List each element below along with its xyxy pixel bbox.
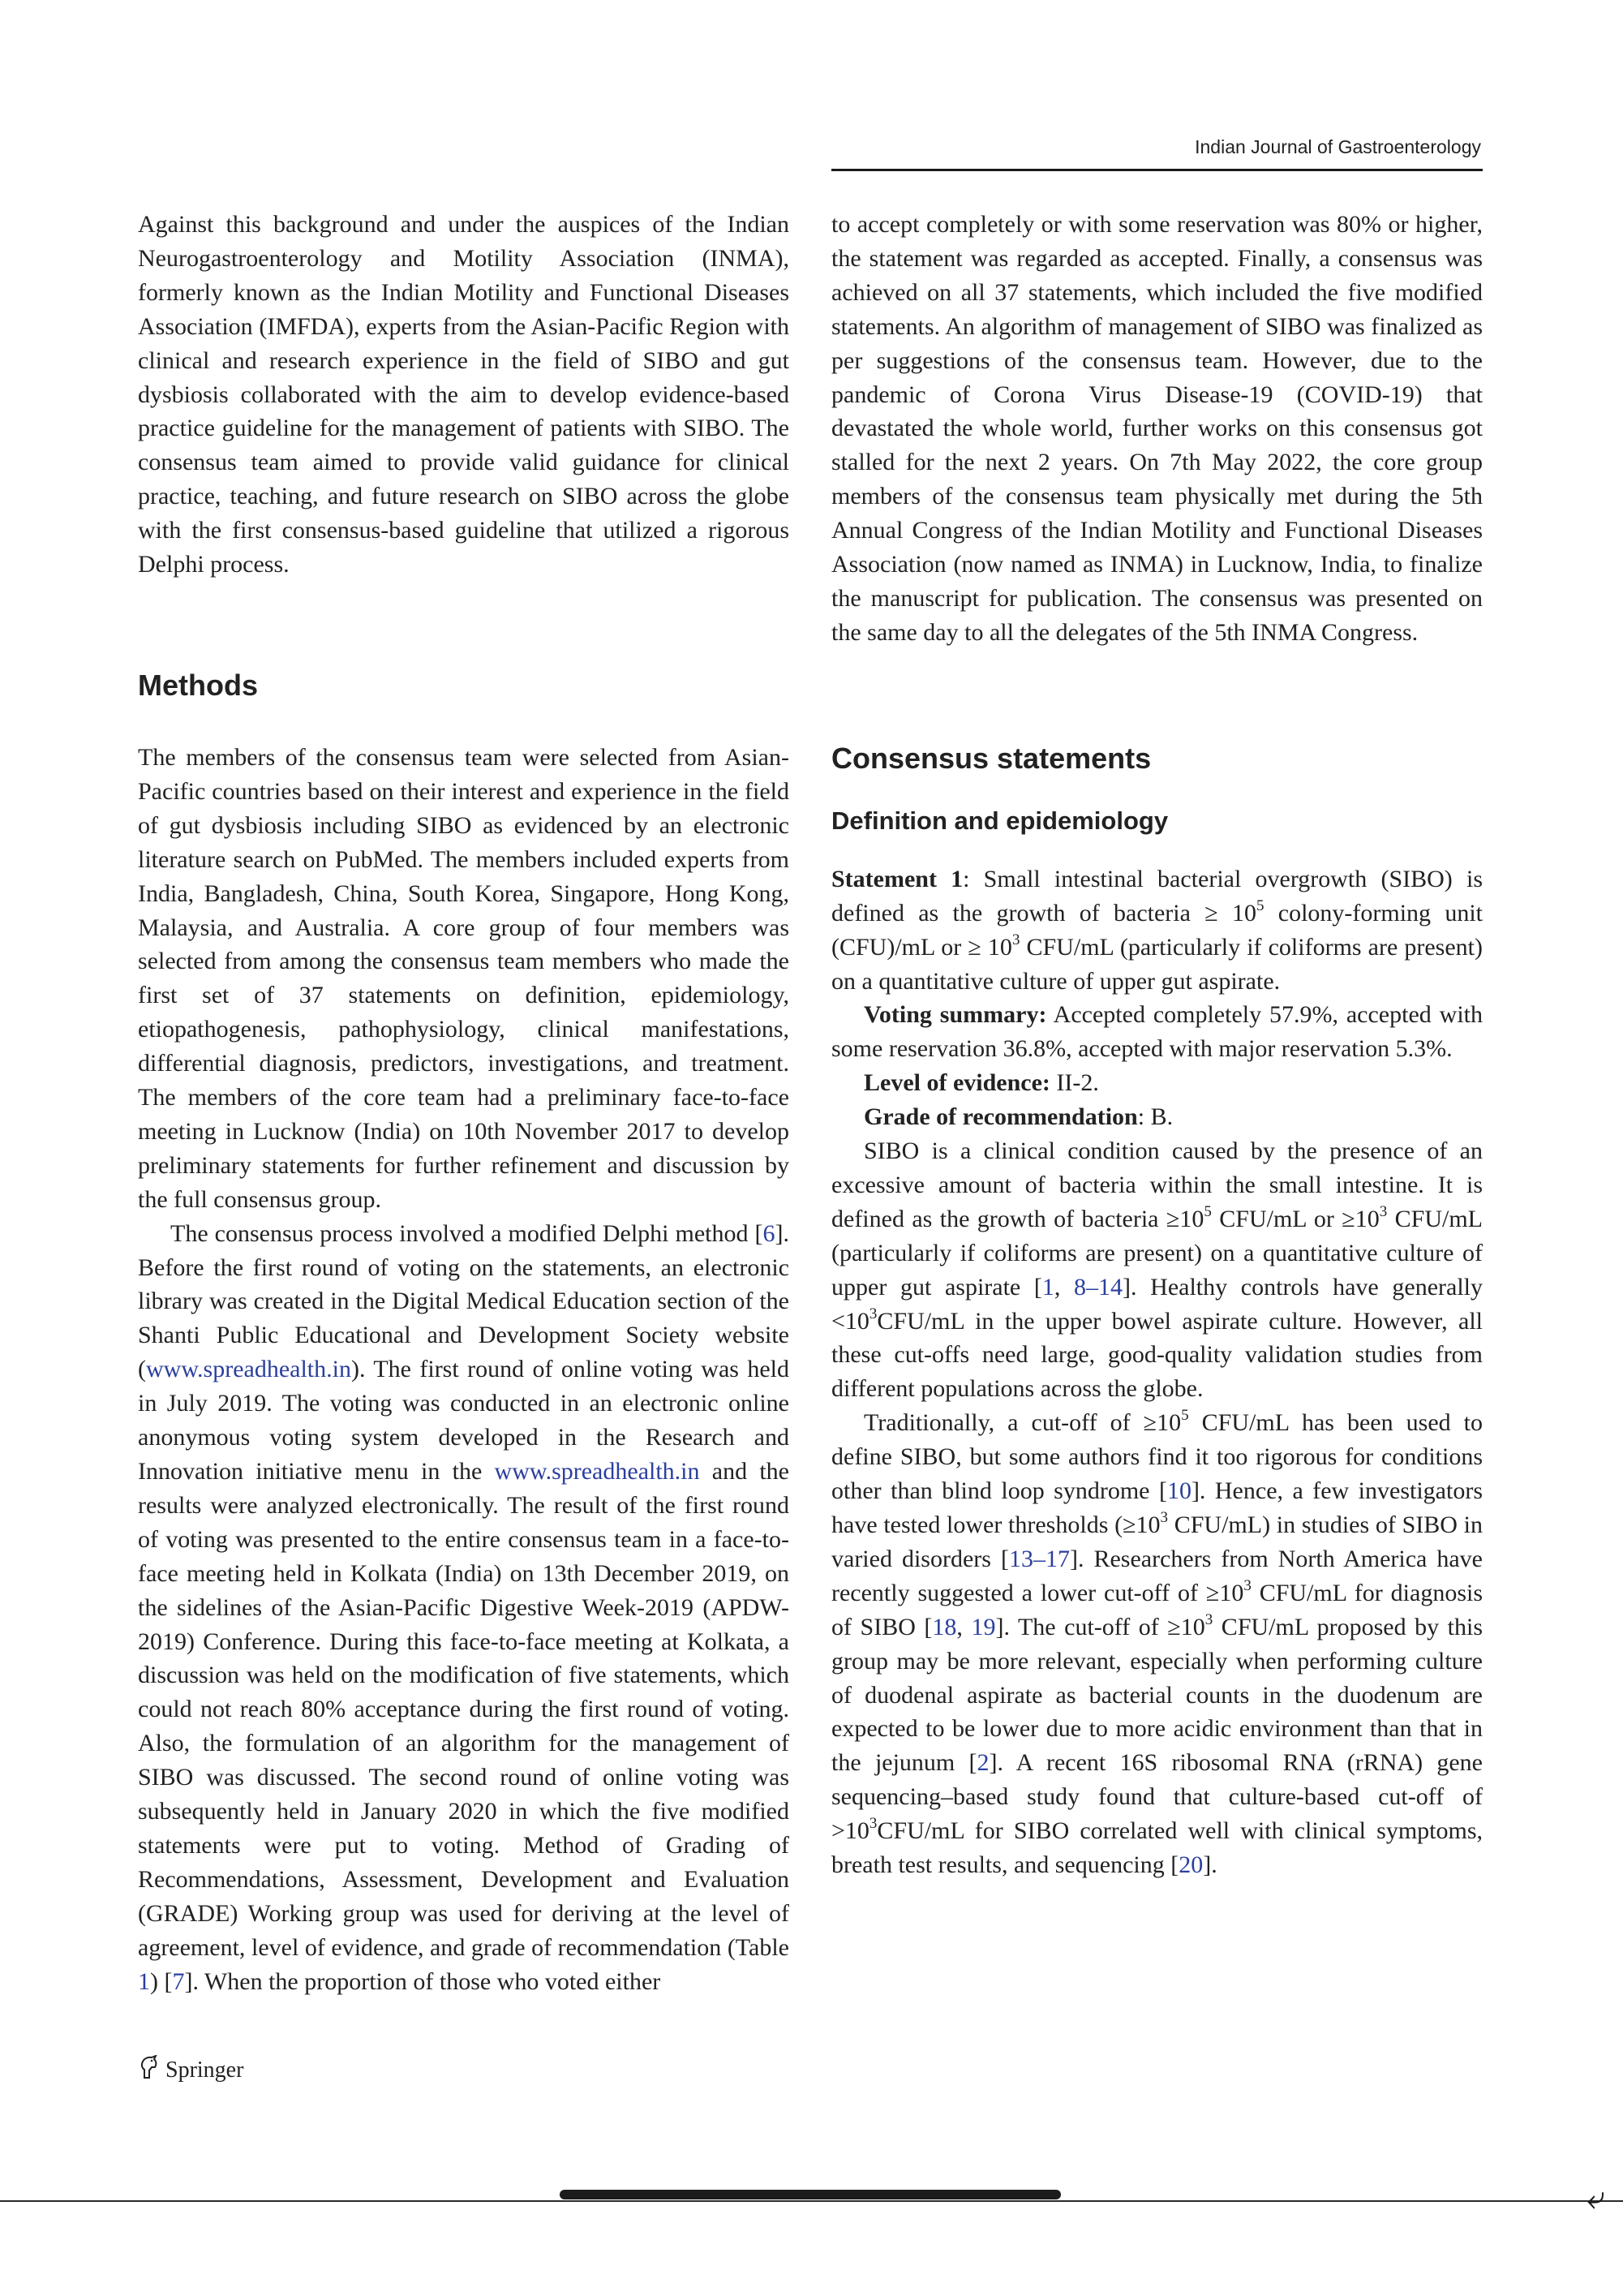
publisher-footer xyxy=(138,2055,243,2086)
left-column xyxy=(138,208,789,1999)
citation-link[interactable]: 13–17 xyxy=(1008,1545,1070,1572)
sibo-definition-paragraph: SIBO is a clinical condition caused by the presence of an excessive amount of bacteria within the small intestine. It is defined as the growth of bacteria $\ge 10^5$ CFU/mL or $\ge 10^3$ CFU/mL (particularly if coliforms are present) on a quantitative culture of upper gut aspirate [1, 8–14]. Healthy controls have generally $<10^3CFU/mL$ in the upper bowel aspirate culture. However, all these cut-offs need large, good-quality validation studies from different populations across the globe. xyxy=(831,1137,1483,1403)
viewer-bottom-divider xyxy=(0,2200,1623,2202)
citation-link[interactable]: 1 xyxy=(1041,1273,1054,1301)
publisher-name: Springer xyxy=(165,2057,244,2083)
methods-paragraph-2: The consensus process involved a modified Delphi method [6]. Before the first round of voting on the statements, an electronic library was created in the Digital Medical Education section of the Shanti Public Educational and Development Society website (www.spreadhealth.in). The first round of online voting was held in July 2019. The voting was conducted in an electronic online anonymous voting system developed in the Research and Innovation initiative menu in the www.spreadhealth.in and the results were analyzed electronically. The result of the first round of voting was presented to the entire consensus team in a face-to-face meeting held in Kolkata (India) on 13th December 2019, on the sidelines of the Asian-Pacific Digestive Week-2019 (APDW-2019) Conference. During this face-to-face meeting at Kolkata, a discussion was held on the modification of five statements, which could not reach 80% acceptance during the first round of voting. Also, the formulation of an algorithm for the management of SIBO was discussed. The second round of online voting was subsequently held in January 2020 in which the five modified statements were put to voting. Method of Grading of Recommendations, Assessment, Development and Evaluation (GRADE) Working group was used for deriving at the level of agreement, level of evidence, and grade of recommendation (Table 1) [7]. When the proportion of those who voted either xyxy=(138,1219,789,1995)
consensus-statements-heading: Consensus statements xyxy=(831,741,1152,775)
citation-link[interactable]: 2 xyxy=(977,1749,990,1777)
level-of-evidence: Level of evidence: II-2. xyxy=(864,1069,1099,1097)
table-link[interactable]: 1 xyxy=(138,1967,150,1995)
page-curl-icon[interactable]: ⤶ xyxy=(1587,2179,1605,2216)
website-link[interactable]: www.spreadhealth.in xyxy=(146,1356,351,1383)
citation-link[interactable]: 7 xyxy=(172,1967,185,1995)
methods-heading: Methods xyxy=(138,668,258,702)
website-link[interactable]: www.spreadhealth.in xyxy=(494,1458,700,1485)
citation-link[interactable]: 6 xyxy=(762,1219,775,1247)
intro-paragraph: Against this background and under the auspices of the Indian Neurogastroenterology and Motility Association (INMA), formerly known as the Indian Motility and Functional Diseases Association (IMFDA), experts from the Asian-Pacific Region with clinical and research experience in the field of SIBO and gut dysbiosis collaborated with the aim to develop evidence-based practice guideline for the management of patients with SIBO. The consensus team aimed to provide valid guidance for clinical practice, teaching, and future research on SIBO across the globe with the first consensus-based guideline that utilized a rigorous Delphi process. xyxy=(138,211,789,578)
citation-link[interactable]: 20 xyxy=(1179,1851,1204,1879)
springer-horse-icon xyxy=(138,2055,159,2086)
citation-link[interactable]: 18 xyxy=(932,1613,957,1640)
header-divider xyxy=(831,169,1483,171)
continued-paragraph: to accept completely or with some reservation was 80% or higher, the statement was regarded as accepted. Finally, a consensus was achieved on all 37 statements, which included the five modified statements. An algorithm of management of SIBO was finalized as per suggestions of the consensus team. However, due to the pandemic of Corona Virus Disease-19 (COVID-19) that devastated the whole world, further works on this consensus got stalled for the next 2 years. On 7th May 2022, the core group members of the consensus team physically met during the 5th Annual Congress of the Indian Motility and Functional Diseases Association (now named as INMA) in Lucknow, India, to finalize the manuscript for publication. The consensus was presented on the same day to all the delegates of the 5th INMA Congress. xyxy=(831,211,1483,646)
right-column xyxy=(831,208,1483,1882)
citation-link[interactable]: 8–14 xyxy=(1074,1273,1123,1301)
cutoff-paragraph: Traditionally, a cut-off of $\ge 10^5$ CFU/mL has been used to define SIBO, but some authors find it too rigorous for conditions other than blind loop syndrome [10]. Hence, a few investigators have tested lower thresholds ($\ge 10^3$ CFU/mL) in studies of SIBO in varied disorders [13–17]. Researchers from North America have recently suggested a lower cut-off of $\ge 10^3$ CFU/mL for diagnosis of SIBO [18, 19]. The cut-off of $\ge 10^3$ CFU/mL proposed by this group may be more relevant, especially when performing culture of duodenal aspirate as bacterial counts in the duodenum are expected to be lower due to more acidic environment than that in the jejunum [2]. A recent 16S ribosomal RNA (rRNA) gene sequencing–based study found that culture-based cut-off of $>10^3CFU/mL$ for SIBO correlated well with clinical symptoms, breath test results, and sequencing [20]. xyxy=(831,1407,1483,1879)
citation-link[interactable]: 19 xyxy=(971,1613,996,1640)
methods-paragraph-1: The members of the consensus team were selected from Asian-Pacific countries based on their interest and experience in the field of gut dysbiosis including SIBO as evidenced by an electronic literature search on PubMed. The members included experts from India, Bangladesh, China, South Korea, Singapore, Hong Kong, Malaysia, and Australia. A core group of four members was selected from among the consensus team members who made the first set of 37 statements on definition, epidemiology, etiopathogenesis, pathophysiology, clinical manifestations, differential diagnosis, predictors, investigations, and treatment. The members of the core team had a preliminary face-to-face meeting in Lucknow (India) on 10th November 2017 to develop preliminary statements for further refinement and discussion by the full consensus group. xyxy=(138,743,789,1213)
statement-1: Statement 1: Small intestinal bacterial overgrowth (SIBO) is defined as the growth of bacteria ≥ $10^5$ colony-forming unit (CFU)/mL or ≥ $10^3$ CFU/mL (particularly if coliforms are present) on a quantitative culture of upper gut aspirate. xyxy=(831,865,1483,995)
horizontal-scrollbar[interactable] xyxy=(560,2190,1061,2199)
voting-summary: Voting summary: Accepted completely 57.9%, accepted with some reservation 36.8%, accepted with major reservation 5.3%. xyxy=(831,1001,1483,1063)
definition-epidemiology-heading: Definition and epidemiology xyxy=(831,806,1169,835)
journal-title: Indian Journal of Gastroenterology xyxy=(1195,136,1481,157)
grade-of-recommendation: Grade of recommendation: B. xyxy=(864,1103,1174,1131)
citation-link[interactable]: 10 xyxy=(1166,1477,1191,1505)
